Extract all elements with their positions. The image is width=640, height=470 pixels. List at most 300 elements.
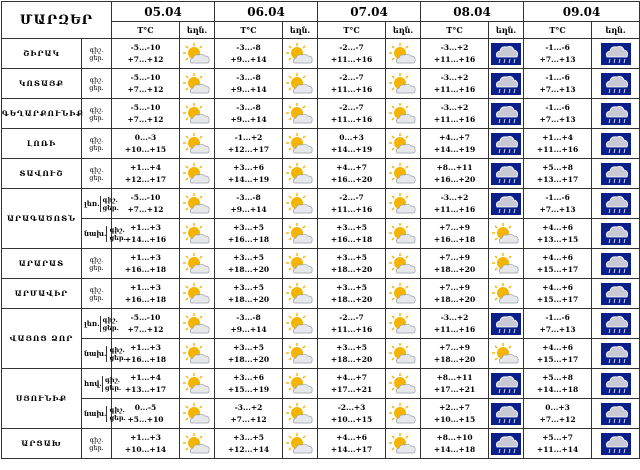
region-name: ԱՐԱՐԱՏ: [2, 249, 82, 279]
day-temperature: +7...+12: [230, 414, 267, 424]
day-temperature: +13...+15: [536, 234, 579, 244]
sun-behind-cloud-icon: [386, 192, 420, 216]
temperature-cell: [421, 159, 489, 189]
day-temperature: +18...+20: [433, 264, 476, 274]
day-temperature: +15...+17: [536, 264, 579, 274]
night-label: գիշ.: [109, 225, 125, 234]
weather-cell: [386, 69, 421, 99]
night-day-label: [82, 39, 112, 69]
night-label: գիշ.: [89, 435, 104, 444]
forecast-row: [2, 249, 640, 279]
night-label: գիշ.: [89, 135, 104, 144]
forecast-row: [2, 369, 640, 399]
night-label: գիշ.: [89, 255, 104, 264]
weather-cell: [489, 99, 524, 129]
forecast-row: [2, 69, 640, 99]
temp-col-header: T°C: [215, 22, 283, 39]
temperature-cell: [421, 429, 489, 459]
day-label: ցեր.: [109, 233, 126, 242]
night-temperature: -3...-8: [236, 102, 261, 112]
day-temperature: +9...+14: [230, 54, 267, 64]
night-temperature: -3...-8: [236, 192, 261, 202]
weather-cell: [283, 279, 318, 309]
day-temperature: +18...+20: [227, 354, 270, 364]
day-temperature: +14...+16: [124, 234, 167, 244]
weather-cell: [592, 69, 640, 99]
weather-col-header: եղն.: [283, 22, 318, 39]
temperature-cell: [318, 369, 386, 399]
weather-cell: [592, 129, 640, 159]
day-temperature: +10...+14: [124, 444, 167, 454]
sun-behind-cloud-icon: [283, 102, 317, 126]
day-temperature: +18...+20: [330, 294, 373, 304]
night-temperature: +3...+5: [233, 342, 264, 352]
night-temperature: -1...-6: [545, 192, 570, 202]
weather-cell: [592, 99, 640, 129]
sun-behind-cloud-icon: [489, 282, 523, 306]
day-temperature: +7...+13: [539, 54, 576, 64]
temperature-cell: [215, 369, 283, 399]
temperature-cell: [112, 39, 180, 69]
day-temperature: +7...+13: [539, 204, 576, 214]
day-label: ցեր.: [89, 173, 104, 182]
forecast-row: [2, 219, 640, 249]
sun-behind-cloud-icon: [180, 252, 214, 276]
sun-behind-cloud-icon: [386, 252, 420, 276]
weather-cell: [386, 399, 421, 429]
temperature-cell: [112, 159, 180, 189]
weather-cell: [592, 189, 640, 219]
day-temperature: +7...+12: [127, 204, 164, 214]
night-temperature: -2...-7: [339, 102, 364, 112]
temperature-cell: [215, 39, 283, 69]
day-temperature: +11...+16: [330, 204, 373, 214]
sun-behind-cloud-icon: [180, 132, 214, 156]
sun-behind-cloud-icon: [283, 432, 317, 456]
weather-cell: [386, 429, 421, 459]
weather-cell: [489, 399, 524, 429]
forecast-row: [2, 129, 640, 159]
night-temperature: +4...+7: [336, 162, 367, 172]
temperature-cell: [524, 39, 592, 69]
temperature-cell: [318, 249, 386, 279]
day-temperature: +5...+10: [127, 414, 164, 424]
weather-cell: [180, 159, 215, 189]
subregion-label: [82, 309, 119, 339]
weather-cell: [180, 369, 215, 399]
temperature-cell: [215, 309, 283, 339]
day-label: ցեր.: [89, 263, 104, 272]
day-temperature: +11...+16: [330, 324, 373, 334]
weather-cell: [283, 159, 318, 189]
night-temperature: +7...+9: [439, 252, 470, 262]
region-name: ՍՅՈՒՆԻՔ: [2, 369, 82, 429]
night-temperature: -3...+2: [440, 312, 469, 322]
day-temperature: +7...+13: [539, 84, 576, 94]
night-temperature: +4...+6: [336, 432, 367, 442]
night-day-label: [106, 406, 125, 422]
forecast-row: [2, 399, 640, 429]
night-temperature: +1...+3: [130, 252, 161, 262]
sun-behind-cloud-icon: [386, 372, 420, 396]
weather-cell: [489, 309, 524, 339]
sun-behind-cloud-icon: [180, 222, 214, 246]
weather-cell: [386, 219, 421, 249]
day-temperature: +15...+19: [227, 384, 270, 394]
day-label: ցեր.: [102, 323, 119, 332]
night-temperature: +4...+6: [542, 252, 573, 262]
temperature-cell: [112, 249, 180, 279]
temperature-cell: [421, 69, 489, 99]
region-name: ՏԱՎՈՒՇ: [2, 159, 82, 189]
day-temperature: +9...+14: [230, 204, 267, 214]
sun-behind-cloud-icon: [283, 72, 317, 96]
subregion-text: նախ.: [84, 409, 107, 418]
temperature-cell: [524, 159, 592, 189]
temperature-cell: [318, 309, 386, 339]
night-temperature: -3...+2: [440, 192, 469, 202]
weather-cell: [592, 309, 640, 339]
region-name: ՎԱՅՈՑ ՁՈՐ: [2, 309, 82, 369]
temperature-cell: [112, 429, 180, 459]
day-temperature: +16...+18: [227, 234, 270, 244]
night-temperature: 0...+3: [545, 402, 570, 412]
day-temperature: +18...+20: [433, 354, 476, 364]
temperature-cell: [524, 99, 592, 129]
night-temperature: +8...+11: [436, 372, 473, 382]
night-temperature: 0...+3: [339, 132, 364, 142]
weather-cell: [489, 249, 524, 279]
weather-cell: [489, 219, 524, 249]
night-temperature: +1...+3: [130, 432, 161, 442]
night-temperature: -3...-8: [236, 312, 261, 322]
temperature-cell: [112, 369, 180, 399]
temperature-cell: [215, 339, 283, 369]
sun-behind-cloud-icon: [180, 42, 214, 66]
day-temperature: +11...+16: [536, 144, 579, 154]
night-temperature: +3...+5: [233, 252, 264, 262]
sun-behind-cloud-icon: [386, 72, 420, 96]
temperature-cell: [215, 159, 283, 189]
night-day-label: [82, 129, 112, 159]
temperature-cell: [112, 189, 180, 219]
day-temperature: +13...+17: [124, 384, 167, 394]
night-temperature: -3...+2: [440, 42, 469, 52]
sun-behind-cloud-icon: [386, 432, 420, 456]
temperature-cell: [421, 129, 489, 159]
day-label: ցեր.: [89, 143, 104, 152]
weather-cell: [180, 39, 215, 69]
weather-cell: [283, 429, 318, 459]
subregion-label: [82, 189, 119, 219]
temperature-cell: [318, 279, 386, 309]
day-temperature: +10...+15: [124, 144, 167, 154]
temperature-cell: [112, 279, 180, 309]
temperature-cell: [421, 39, 489, 69]
day-label: ցեր.: [104, 383, 122, 392]
night-temperature: +1...+3: [130, 342, 161, 352]
forecast-row: [2, 39, 640, 69]
day-temperature: +17...+21: [330, 384, 373, 394]
night-temperature: -5...-10: [130, 192, 161, 202]
weather-cell: [386, 339, 421, 369]
temperature-cell: [318, 129, 386, 159]
night-temperature: -5...-10: [130, 42, 161, 52]
weather-cell: [489, 189, 524, 219]
day-temperature: +14...+19: [330, 144, 373, 154]
rain-cloud-icon: [489, 193, 523, 215]
weather-col-header: եղն.: [489, 22, 524, 39]
day-temperature: +16...+18: [330, 234, 373, 244]
day-temperature: +14...+19: [227, 174, 270, 184]
weather-cell: [283, 39, 318, 69]
day-temperature: +15...+17: [536, 354, 579, 364]
weather-cell: [489, 369, 524, 399]
weather-cell: [180, 399, 215, 429]
weather-col-header: եղն.: [386, 22, 421, 39]
night-temperature: 0...-5: [134, 402, 157, 412]
weather-cell: [489, 39, 524, 69]
forecast-row: [2, 309, 640, 339]
night-temperature: +1...+4: [130, 162, 161, 172]
sun-behind-cloud-icon: [180, 102, 214, 126]
weather-cell: [489, 69, 524, 99]
weather-cell: [180, 189, 215, 219]
weather-cell: [180, 249, 215, 279]
rain-cloud-icon: [592, 433, 639, 455]
temperature-cell: [318, 219, 386, 249]
date-header-4: 08.04: [421, 2, 524, 22]
day-temperature: +11...+16: [433, 204, 476, 214]
night-temperature: +3...+5: [336, 252, 367, 262]
night-temperature: +4...+6: [542, 342, 573, 352]
weather-cell: [592, 339, 640, 369]
day-temperature: +18...+20: [330, 354, 373, 364]
rain-cloud-icon: [592, 223, 639, 245]
night-temperature: +4...+7: [336, 372, 367, 382]
night-temperature: -1...+2: [234, 132, 263, 142]
sun-behind-cloud-icon: [283, 192, 317, 216]
subregion-label: [82, 219, 126, 249]
day-temperature: +14...+18: [433, 444, 476, 454]
weather-cell: [489, 339, 524, 369]
temperature-cell: [524, 309, 592, 339]
weather-cell: [386, 189, 421, 219]
day-temperature: +10...+15: [433, 414, 476, 424]
rain-cloud-icon: [592, 403, 639, 425]
sun-behind-cloud-icon: [283, 342, 317, 366]
day-temperature: +7...+12: [539, 414, 576, 424]
rain-cloud-icon: [592, 193, 639, 215]
region-name: ԱՐՄԱՎԻՐ: [2, 279, 82, 309]
night-temperature: -2...-7: [339, 312, 364, 322]
night-label: գիշ.: [89, 285, 104, 294]
weather-cell: [283, 369, 318, 399]
sun-behind-cloud-icon: [180, 372, 214, 396]
weather-cell: [592, 249, 640, 279]
day-temperature: +11...+16: [433, 54, 476, 64]
day-temperature: +12...+14: [227, 444, 270, 454]
night-temperature: +8...+11: [436, 162, 473, 172]
weather-cell: [592, 219, 640, 249]
day-label: ցեր.: [109, 413, 126, 422]
night-day-label: [82, 279, 112, 309]
subregion-label: [82, 369, 122, 399]
forecast-row: [2, 159, 640, 189]
rain-cloud-icon: [489, 73, 523, 95]
day-temperature: +11...+16: [330, 114, 373, 124]
night-day-label: [102, 376, 121, 392]
sun-behind-cloud-icon: [283, 312, 317, 336]
day-temperature: +14...+17: [330, 444, 373, 454]
day-temperature: +9...+14: [230, 84, 267, 94]
day-label: ցեր.: [89, 53, 104, 62]
night-temperature: -2...-7: [339, 192, 364, 202]
temperature-cell: [421, 369, 489, 399]
night-temperature: -3...+2: [440, 102, 469, 112]
night-temperature: -1...-6: [545, 102, 570, 112]
night-label: գիշ.: [102, 195, 118, 204]
day-temperature: +18...+20: [433, 294, 476, 304]
rain-cloud-icon: [592, 43, 639, 65]
day-temperature: +16...+18: [433, 234, 476, 244]
rain-cloud-icon: [489, 403, 523, 425]
night-temperature: +8...+10: [436, 432, 473, 442]
rain-cloud-icon: [592, 253, 639, 275]
forecast-row: [2, 279, 640, 309]
day-temperature: +18...+20: [227, 294, 270, 304]
weather-cell: [489, 279, 524, 309]
rain-cloud-icon: [592, 283, 639, 305]
subregion-label: [82, 339, 126, 369]
temperature-cell: [421, 309, 489, 339]
temperature-cell: [524, 399, 592, 429]
night-temperature: +7...+9: [439, 222, 470, 232]
night-day-label: [82, 159, 112, 189]
weather-cell: [592, 369, 640, 399]
temperature-cell: [524, 369, 592, 399]
sun-behind-cloud-icon: [489, 222, 523, 246]
weather-cell: [386, 369, 421, 399]
date-header-2: 06.04: [215, 2, 318, 22]
day-temperature: +11...+16: [330, 54, 373, 64]
night-temperature: -3...+2: [440, 72, 469, 82]
sun-behind-cloud-icon: [283, 222, 317, 246]
temperature-cell: [421, 399, 489, 429]
temperature-cell: [318, 399, 386, 429]
night-temperature: -2...-7: [339, 72, 364, 82]
temperature-cell: [421, 279, 489, 309]
sun-behind-cloud-icon: [386, 222, 420, 246]
temperature-cell: [318, 99, 386, 129]
night-temperature: +3...+6: [233, 162, 264, 172]
weather-cell: [180, 429, 215, 459]
temperature-cell: [524, 279, 592, 309]
rain-cloud-icon: [592, 133, 639, 155]
weather-col-header: եղն.: [180, 22, 215, 39]
day-label: ցեր.: [89, 293, 104, 302]
night-temperature: -2...+3: [337, 402, 366, 412]
sun-behind-cloud-icon: [180, 342, 214, 366]
rain-cloud-icon: [489, 133, 523, 155]
temperature-cell: [215, 69, 283, 99]
weather-cell: [489, 159, 524, 189]
temperature-cell: [421, 339, 489, 369]
temperature-cell: [421, 99, 489, 129]
forecast-row: [2, 339, 640, 369]
sun-behind-cloud-icon: [180, 282, 214, 306]
night-day-label: [82, 99, 112, 129]
day-label: ցեր.: [89, 443, 104, 452]
sun-behind-cloud-icon: [180, 72, 214, 96]
night-temperature: +3...+6: [233, 372, 264, 382]
night-temperature: +5...+7: [542, 432, 573, 442]
sun-behind-cloud-icon: [386, 282, 420, 306]
temp-col-header: T°C: [318, 22, 386, 39]
day-temperature: +11...+16: [433, 84, 476, 94]
night-day-label: [106, 226, 125, 242]
weather-cell: [386, 249, 421, 279]
temp-col-header: T°C: [112, 22, 180, 39]
rain-cloud-icon: [592, 373, 639, 395]
day-temperature: +7...+12: [127, 54, 164, 64]
temperature-cell: [112, 309, 180, 339]
sun-behind-cloud-icon: [283, 372, 317, 396]
weather-cell: [180, 339, 215, 369]
night-day-label: [82, 249, 112, 279]
rain-cloud-icon: [489, 433, 523, 455]
night-temperature: +3...+5: [233, 222, 264, 232]
night-label: գիշ.: [102, 315, 118, 324]
region-name: ԳԵՂԱՐՔՈՒՆԻՔ: [2, 99, 82, 129]
night-label: գիշ.: [109, 345, 125, 354]
sun-behind-cloud-icon: [180, 162, 214, 186]
day-temperature: +16...+18: [124, 294, 167, 304]
weather-cell: [386, 129, 421, 159]
weather-cell: [283, 129, 318, 159]
temperature-cell: [215, 219, 283, 249]
sun-behind-cloud-icon: [489, 342, 523, 366]
subregion-text: նախ.: [84, 229, 107, 238]
night-label: գիշ.: [104, 375, 121, 384]
day-temperature: +7...+12: [127, 324, 164, 334]
night-temperature: +3...+5: [233, 432, 264, 442]
temperature-cell: [215, 129, 283, 159]
night-temperature: +3...+5: [336, 342, 367, 352]
region-name: ՇԻՐԱԿ: [2, 39, 82, 69]
date-header-1: 05.04: [112, 2, 215, 22]
forecast-table: [1, 1, 640, 459]
weather-cell: [592, 279, 640, 309]
sun-behind-cloud-icon: [283, 282, 317, 306]
night-temperature: +1...+3: [130, 222, 161, 232]
regions-header: ՄԱՐԶԵՐ: [2, 2, 112, 39]
night-temperature: +1...+4: [130, 372, 161, 382]
subregion-text: լեռ.: [84, 199, 100, 208]
temperature-cell: [318, 339, 386, 369]
day-temperature: +16...+20: [433, 174, 476, 184]
weather-cell: [386, 39, 421, 69]
temperature-cell: [318, 189, 386, 219]
temperature-cell: [524, 69, 592, 99]
day-temperature: +10...+15: [330, 414, 373, 424]
temperature-cell: [318, 429, 386, 459]
temperature-cell: [421, 219, 489, 249]
night-temperature: -3...+2: [234, 402, 263, 412]
night-temperature: +1...+4: [542, 132, 573, 142]
weather-cell: [386, 309, 421, 339]
rain-cloud-icon: [489, 163, 523, 185]
